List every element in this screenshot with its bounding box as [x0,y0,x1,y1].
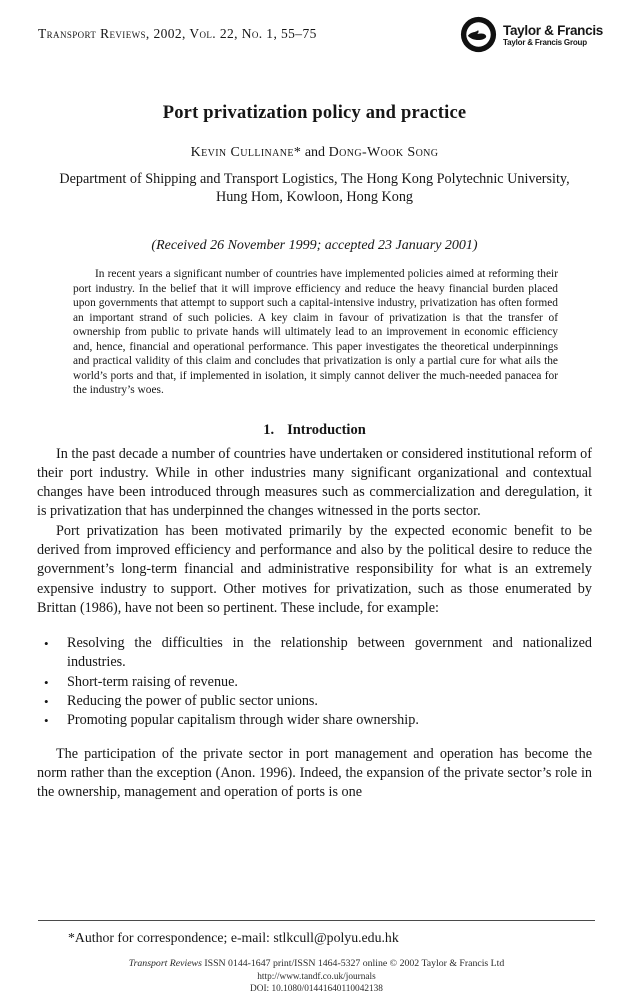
list-item-text: Resolving the difficulties in the relationship between government and nationalized industries. [67,635,592,671]
authors-connector: and [304,145,326,160]
publisher-name: Taylor & Francis [503,22,603,38]
author-1: Kevin Cullinane* [190,145,302,160]
section-heading-introduction [0,422,629,439]
received-accepted-line: (Received 26 November 1999; accepted 23 January 2001) [151,238,478,253]
affiliation-line-2: Hung Hom, Kowloon, Hong Kong [215,189,414,205]
authors-line [0,145,629,161]
intro-paragraph-1: In the past decade a number of countries have undertaken or considered institutional reform of their port industry. While in other industries many significant organizational and contextual changes have been introduced through measures such as commercialization and deregulation, it is privatization that has underpinned the changes witnessed in the ports sector. [37,445,592,520]
article-title: Port privatization policy and practice [162,103,467,123]
bullet-icon: • [44,674,49,690]
correspondence-footnote: *Author for correspondence; e-mail: stlkcull@polyu.edu.hk [68,930,399,945]
imprint-url: http://www.tandf.co.uk/journals [257,971,376,982]
publisher-imprint [38,958,595,995]
publisher-logo-text [503,22,603,48]
imprint-issn-text: ISSN 0144-1647 print/ISSN 1464-5327 online © 2002 Taylor & Francis Ltd [204,958,505,969]
motives-bullet-list [37,634,592,730]
intro-paragraph-2: Port privatization has been motivated primarily by the expected economic benefit to be derived from improved efficiency and performance and also by the political desire to reduce the government’s long-term financial and administrative responsibility for what is an extremely expensive industry to support. Other motives for privatization, such as those enumerated by Brittan (1986), have not been so pertinent. These include, for example: [37,522,592,616]
author-2: Dong-Wook Song [328,145,439,160]
page-header [0,0,629,53]
bullet-icon: • [44,636,49,652]
imprint-doi: DOI: 10.1080/01441640110042138 [250,983,383,994]
abstract: In recent years a significant number of countries have implemented policies aimed at reforming their port industry. In the belief that it will improve efficiency and reduce the heavy financial burden placed upon governments that attempt to support such a capital-intensive industry, privatization has often formed an important strand of such policies. A key claim in favour of privatization is that the transfer of ownership from public to private hands will ultimately lead to an improvement in economic efficiency and, hence, financial and operational performance. This paper investigates the theoretical underpinnings and practical validity of this claim and concludes that privatization is only a partial cure for what ails the world’s ports and that, if implemented in isolation, it simply cannot deliver the much-needed panacea for the industry’s woes. [73,268,558,396]
section-title: Introduction [287,421,366,438]
intro-paragraph-3: The participation of the private sector in port management and operation has become the norm rather than the exception (Anon. 1996). Indeed, the expansion of the private sector’s role in the ownership, management and operation of ports is one [37,745,592,801]
affiliation [0,170,629,206]
affiliation-line-1: Department of Shipping and Transport Logistics, The Hong Kong Polytechnic University, [59,171,570,187]
publisher-logo [460,16,603,53]
list-item [37,692,592,711]
bullet-icon: • [44,713,49,729]
bullet-icon: • [44,694,49,710]
page-bottom [38,920,595,995]
taylor-francis-icon [460,16,497,53]
list-item [37,711,592,730]
section-number: 1. [263,421,275,438]
imprint-journal-name: Transport Reviews [128,958,202,969]
list-item-text: Short-term raising of revenue. [67,673,238,690]
footnote-divider [38,920,595,921]
journal-citation-line: Transport Reviews, 2002, Vol. 22, No. 1, 55–75 [38,26,317,41]
list-item [37,673,592,692]
publisher-group-name: Taylor & Francis Group [503,38,587,48]
list-item-text: Reducing the power of public sector unions. [67,693,318,710]
list-item [37,634,592,673]
body-text [37,445,592,803]
list-item-text: Promoting popular capitalism through wider share ownership. [67,712,419,729]
imprint-issn-line [38,958,595,971]
